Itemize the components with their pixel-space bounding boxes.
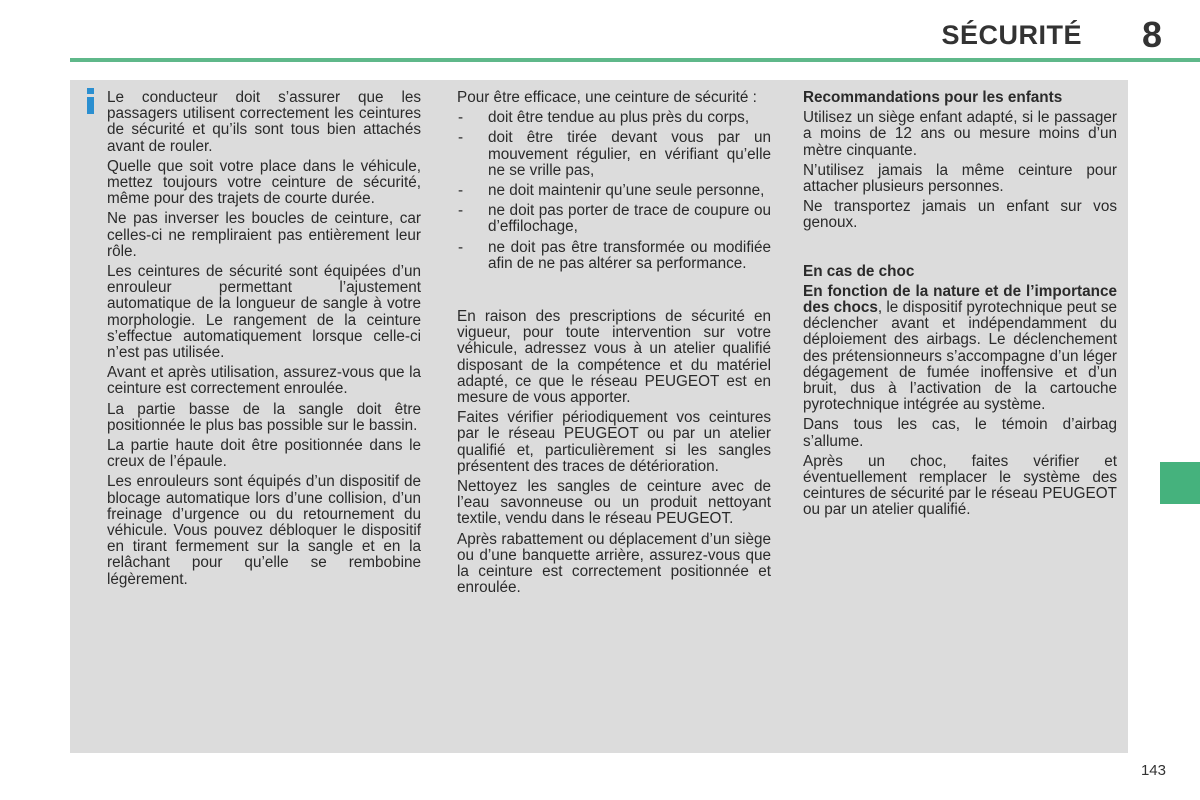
paragraph: La partie haute doit être positionnée dans le creux de l’épaule. xyxy=(107,437,421,471)
section-heading: En cas de choc xyxy=(803,262,915,280)
list-item: - ne doit maintenir qu’une seule personne, xyxy=(457,183,771,199)
header-divider xyxy=(70,58,1200,62)
bold-lead: En fonction de la nature et de l’importance des chocs xyxy=(803,282,1117,317)
page-title: SÉCURITÉ xyxy=(941,20,1082,50)
lead-text: , le dispositif pyrotechnique peut se déclencher avant et indépendamment du déploiement des airbags. Le déclenchement des prétensionneurs s’accompagne d’un léger dégagement de fumée inoffensive et d’un bruit, dus à l’activation de la cartouche pyrotechnique intégrée au système. xyxy=(803,299,1117,414)
info-icon xyxy=(84,88,98,114)
paragraph xyxy=(803,284,1117,414)
paragraph: Faites vérifier périodiquement vos ceintures par le réseau PEUGEOT ou par un atelier qualifié et, particulièrement si les sangles présentent des traces de détérioration. xyxy=(457,409,771,475)
column-1 xyxy=(107,90,421,592)
paragraph: Après rabattement ou déplacement d’un siège ou d’une banquette arrière, assurez-vous que la ceinture est correctement positionnée et enroulée. xyxy=(457,530,771,597)
paragraph: N’utilisez jamais la même ceinture pour attacher plusieurs personnes. xyxy=(803,161,1117,196)
list-item: - ne doit pas être transformée ou modifiée afin de ne pas altérer sa performance. xyxy=(457,240,771,272)
intro-text: Pour être efficace, une ceinture de sécurité : xyxy=(457,89,757,106)
column-2 xyxy=(457,90,771,600)
list-item: - ne doit pas porter de trace de coupure ou d’effilochage, xyxy=(457,203,771,235)
paragraph: Ne pas inverser les boucles de ceinture, car celles-ci ne rempliraient pas entièrement leur rôle. xyxy=(107,210,421,260)
list-item: - doit être tirée devant vous par un mouvement régulier, en vérifiant qu’elle ne se vrille pas, xyxy=(457,130,771,179)
chapter-tab xyxy=(1160,462,1200,504)
paragraph: En raison des prescriptions de sécurité en vigueur, pour toute intervention sur votre véhicule, adressez vous à un atelier qualifié disposant de la compétence et du matériel adapté, ce que le réseau PEUGEOT est en mesure de vous apporter. xyxy=(457,308,771,407)
section-heading: Recommandations pour les enfants xyxy=(803,89,1063,106)
paragraph: Ne transportez jamais un enfant sur vos genoux. xyxy=(803,198,1117,232)
requirements-list xyxy=(457,110,771,272)
paragraph: Nettoyez les sangles de ceinture avec de l’eau savonneuse ou un produit nettoyant textile, vendu dans le réseau PEUGEOT. xyxy=(457,478,771,528)
paragraph: Après un choc, faites vérifier et éventuellement remplacer le système des ceintures de sécurité par le réseau PEUGEOT ou par un atelier qualifié. xyxy=(803,452,1117,519)
paragraph: La partie basse de la sangle doit être positionnée le plus bas possible sur le bassin. xyxy=(107,400,421,434)
chapter-number: 8 xyxy=(1141,14,1162,55)
paragraph: Le conducteur doit s’assurer que les passagers utilisent correctement les ceintures de sécurité et qu’ils sont tous bien attachés avant de rouler. xyxy=(107,89,421,155)
paragraph: Dans tous les cas, le témoin d’airbag s’allume. xyxy=(803,416,1117,450)
page-number: 143 xyxy=(1140,762,1166,779)
paragraph: Quelle que soit votre place dans le véhicule, mettez toujours votre ceinture de sécurité, même pour des trajets de courte durée. xyxy=(107,157,421,208)
paragraph: Les ceintures de sécurité sont équipées d’un enrouleur permettant l’ajustement automatique de la longueur de sangle à votre morphologie. Le rangement de la ceinture s’effectue automatiquement lorsque celle-ci n’est pas utilisée. xyxy=(107,263,421,362)
paragraph: Avant et après utilisation, assurez-vous que la ceinture est correctement enroulée. xyxy=(107,364,421,398)
paragraph: Les enrouleurs sont équipés d’un dispositif de blocage automatique lors d’une collision, d’un freinage d’urgence ou du retournement du véhicule. Vous pouvez débloquer le dispositif en tirant fermement sur la sangle et en la relâchant pour qu’elle se rembobine légèrement. xyxy=(107,473,421,588)
column-3 xyxy=(803,90,1117,523)
list-item: - doit être tendue au plus près du corps, xyxy=(457,110,771,126)
paragraph: Utilisez un siège enfant adapté, si le passager a moins de 12 ans ou mesure moins d’un mètre cinquante. xyxy=(803,109,1117,159)
